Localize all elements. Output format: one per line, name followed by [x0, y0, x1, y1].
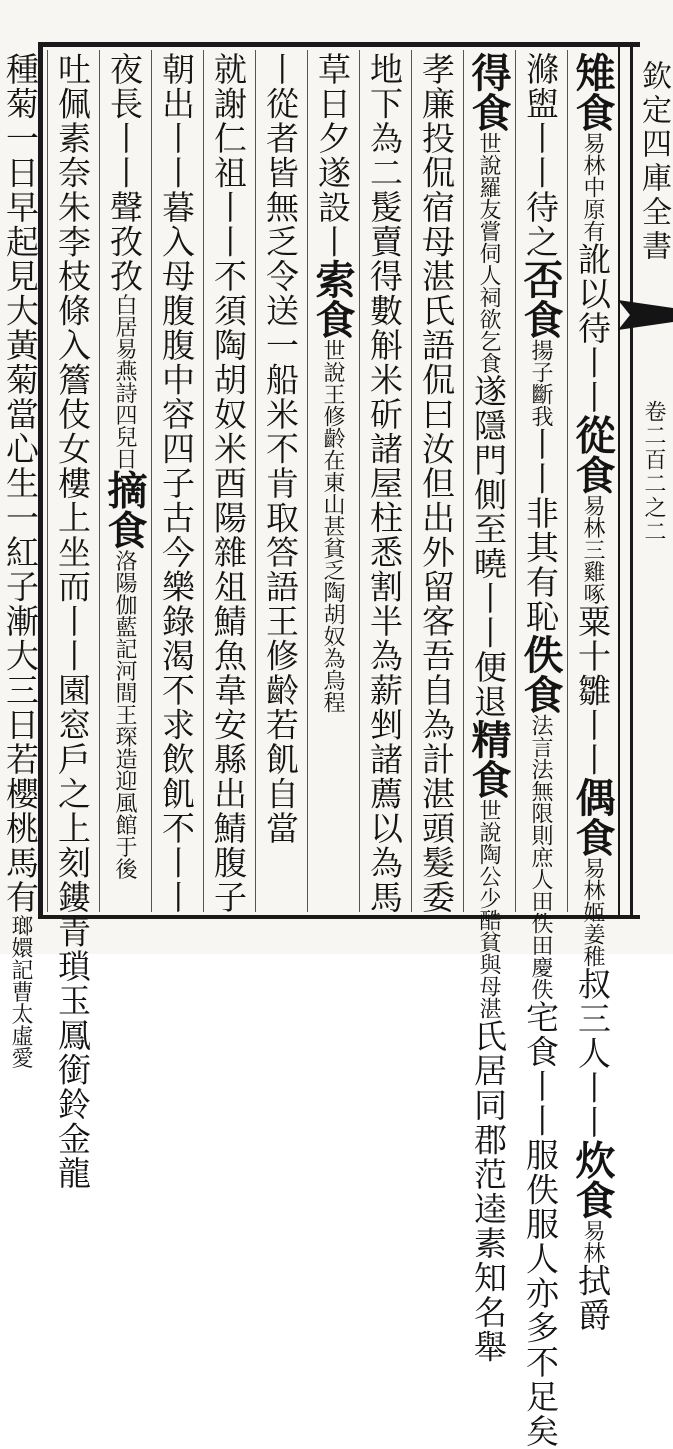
entry-heading: 精食	[465, 719, 512, 799]
column-rule	[47, 50, 48, 912]
column-rule	[515, 50, 516, 912]
text-column	[45, 52, 99, 1191]
annotation: 易林中原有	[580, 132, 605, 242]
entry-heading: 摘食	[101, 469, 148, 550]
body-text: 夜長丨丨聲孜孜	[105, 52, 144, 294]
column-rule	[203, 50, 204, 912]
annotation: 法言法無限則庶人田佚田慶佚	[528, 714, 553, 1000]
text-column	[149, 52, 203, 915]
volume-label: 卷二百二之二	[641, 400, 666, 544]
entry-heading: 炊食	[569, 1139, 616, 1220]
book-title: 欽定四庫全書	[636, 60, 671, 264]
text-column	[513, 52, 567, 1449]
annotation: 揚子斷我	[528, 339, 553, 427]
body-text: 丨丨非其有恥	[521, 427, 560, 634]
text-column	[305, 52, 359, 912]
column-rule	[567, 50, 568, 912]
body-text: 孝廉投侃宿母湛氏語侃曰汝但出外留客吾自為計湛頭髮委	[417, 52, 456, 915]
column-rule	[411, 50, 412, 912]
column-rule	[307, 50, 308, 912]
annotation: 世說王修齡在東山甚貧乏陶胡奴為烏程	[320, 339, 345, 713]
text-column	[253, 52, 307, 912]
body-text: 就謝仁祖丨丨不須陶胡奴米酉陽雜俎鯖魚韋安縣出鯖腹子	[209, 52, 248, 915]
body-text: 種菊一日早起見大黃菊當心生一紅子漸大三日若櫻桃馬有	[1, 52, 40, 915]
body-text: 朝出丨丨暮入母腹腹中容四子古今樂錄渴不求飲飢不丨丨	[157, 52, 196, 915]
text-column	[461, 52, 515, 1364]
body-text: 草日夕遂設丨	[313, 52, 352, 259]
fish-tail-icon	[618, 300, 673, 330]
text-column	[0, 52, 47, 1069]
body-text: 宅食丨丨服佚服人亦多不足矣	[521, 1000, 560, 1449]
entry-heading: 偶食	[569, 777, 616, 857]
entry-heading: 得食	[465, 52, 512, 132]
text-column	[97, 52, 151, 912]
entry-heading: 從食	[569, 414, 616, 495]
entry-heading: 索食	[309, 259, 356, 339]
body-text: 吐佩素奈朱李枝條入簷伎女樓上坐而丨丨	[53, 52, 92, 673]
column-rule	[359, 50, 360, 912]
entry-heading: 雉食	[569, 52, 616, 132]
body-text: 訛以待丨丨	[573, 242, 612, 415]
annotation: 瑯嬛記曹太虛愛	[8, 914, 33, 1069]
column-rule	[463, 50, 464, 912]
annotation: 世說陶公少酷貧與母湛	[476, 799, 501, 1019]
body-text: 令送一船米不肯取答語王修齡若飢自當	[261, 259, 300, 846]
text-column	[565, 52, 619, 1333]
text-column	[409, 52, 463, 915]
column-rule	[99, 50, 100, 912]
text-column	[357, 52, 411, 915]
body-text: 粟十雛丨丨	[573, 604, 612, 777]
body-text: 滌盥丨丨待之	[521, 52, 560, 259]
body-text: 氏居同郡范逵素知名舉	[469, 1019, 508, 1364]
annotation: 白居易燕詩四兒日	[112, 293, 137, 470]
annotation: 易林	[580, 1219, 605, 1264]
body-text: 地下為二髲賣得數斛米斫諸屋柱悉割半為薪剉諸薦以為馬	[365, 52, 404, 915]
frame-top-border	[40, 42, 640, 47]
column-rule	[255, 50, 256, 912]
body-text: 遂隱門側至曉丨丨便退	[469, 374, 508, 719]
body-text: 園窓戶之上刻鏤青瑣玉鳳銜鈴金龍	[53, 673, 92, 1191]
entry-heading: 否食	[517, 259, 564, 339]
body-text: 叔三人丨丨	[573, 967, 612, 1140]
body-text: 丨從者皆無乏	[261, 52, 300, 259]
text-column	[201, 52, 255, 915]
body-text: 拭爵	[573, 1263, 612, 1333]
annotation: 易林姬姜稚	[580, 857, 605, 967]
annotation: 易林三雞啄	[580, 494, 605, 605]
annotation: 世說羅友嘗伺人祠欲乞食	[476, 132, 501, 374]
frame-right-border	[630, 42, 633, 919]
column-rule	[151, 50, 152, 912]
entry-heading: 佚食	[517, 634, 564, 714]
annotation: 洛陽伽藍記河間王琛造迎風館于後	[112, 549, 137, 880]
